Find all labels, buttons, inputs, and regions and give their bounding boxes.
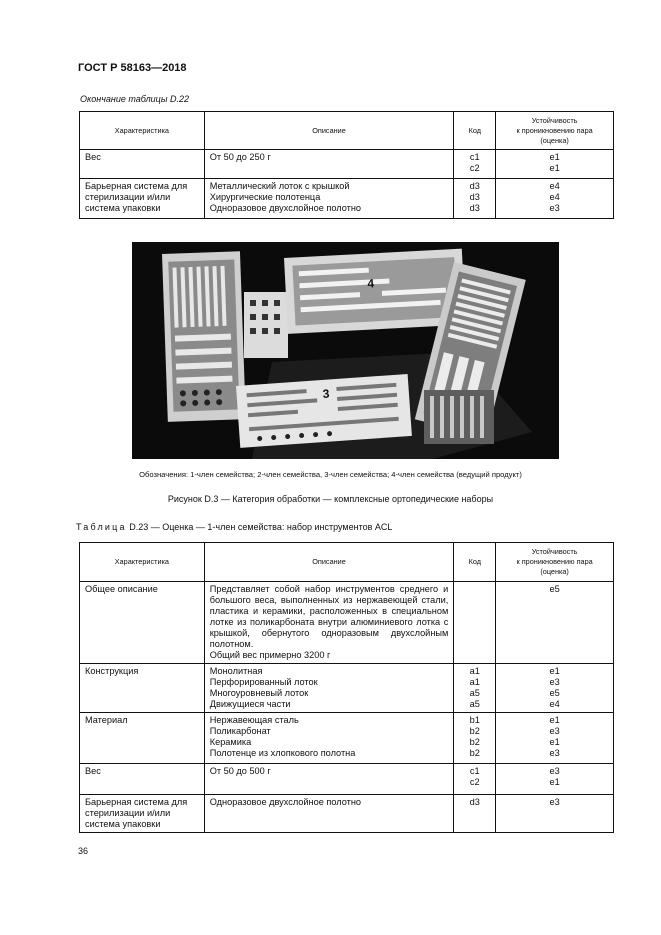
description-line: Поликарбонат: [209, 726, 271, 736]
code-value: d3: [469, 192, 480, 202]
code-value: c1: [469, 152, 480, 162]
figure-label-4: 4: [367, 276, 375, 291]
rating-value: e1: [549, 737, 560, 747]
characteristic-cell: Вес: [80, 150, 205, 179]
table-title-prefix: Таблица: [76, 522, 127, 532]
rating-value: e3: [549, 797, 560, 807]
description-cell: [204, 713, 454, 764]
rating-value: e4: [549, 699, 560, 709]
column-header: Характеристика: [80, 112, 205, 150]
rating-value: e1: [549, 715, 560, 725]
code-value: d3: [469, 203, 480, 213]
rating-value: e1: [549, 152, 560, 162]
description-line: Перфорированный лоток: [209, 677, 318, 687]
code-value: b1: [469, 715, 480, 725]
code-cell: [454, 179, 496, 219]
table-row: [80, 582, 614, 664]
code-cell: [454, 150, 496, 179]
table-header-row: [80, 543, 614, 582]
code-value: a1: [469, 677, 480, 687]
table-row: [80, 150, 614, 179]
description-line: Металлический лоток с крышкой: [209, 181, 350, 191]
characteristic-cell: Барьерная система для стерилизации и/или системa упаковки: [80, 179, 205, 219]
code-value: a5: [469, 699, 480, 709]
column-header-line: (оценка): [540, 135, 569, 145]
column-header: Код: [454, 112, 496, 150]
characteristic-cell: Барьерная система для стерилизации и/или система упаковки: [80, 795, 205, 833]
column-header: Описание: [204, 112, 454, 150]
rating-value: e1: [549, 163, 560, 173]
column-header-line: (оценка): [540, 567, 569, 576]
description-cell: [204, 664, 454, 713]
rating-value: e3: [549, 677, 560, 687]
column-header-line: Устойчивость: [531, 547, 578, 556]
description-line: Керамика: [209, 737, 252, 747]
document-header: ГОСТ Р 58163—2018: [78, 62, 187, 74]
rating-value: e1: [549, 666, 560, 676]
code-cell: [454, 713, 496, 764]
description-line: Монолитная: [209, 666, 263, 676]
table-row: [80, 179, 614, 219]
column-header: Описание: [204, 543, 454, 582]
rating-value: e4: [549, 181, 560, 191]
table-title-text: D.23 — Оценка — 1-член семейства: набор инструментов ACL: [129, 522, 393, 532]
rating-cell: [496, 764, 614, 795]
code-value: b2: [469, 737, 480, 747]
rating-cell: [496, 179, 614, 219]
description-line: Одноразовое двухслойное полотно: [209, 203, 362, 213]
code-cell: [454, 795, 496, 833]
rating-cell: [496, 713, 614, 764]
code-cell: [454, 664, 496, 713]
rating-cell: [496, 150, 614, 179]
code-value: c2: [469, 163, 480, 173]
orthopedic-sets-photo: [132, 242, 559, 459]
rating-value: e5: [549, 584, 560, 594]
column-header-line: к проникновению пара: [516, 125, 593, 135]
table-header-row: [80, 112, 614, 150]
rating-value: e3: [549, 748, 560, 758]
description-line: Многоуровневый лоток: [209, 688, 309, 698]
description-line: Общий вес примерно 3200 г: [209, 650, 331, 660]
figure-legend-note: Обозначения: 1-член семейства; 2-член семейства, 3-член семейства; 4-член семейства (ведущий продукт): [139, 470, 522, 479]
code-value: d3: [469, 181, 480, 191]
characteristic-cell: Конструкция: [80, 664, 205, 713]
rating-cell: [496, 582, 614, 664]
description-line: Движущиеся части: [209, 699, 291, 709]
characteristic-cell: Материал: [80, 713, 205, 764]
column-header: Характеристика: [80, 543, 205, 582]
code-cell: [454, 582, 496, 664]
description-line: Одноразовое двухслойное полотно: [209, 797, 362, 807]
column-header: [496, 543, 614, 582]
description-line: Хирургические полотенца: [209, 192, 321, 202]
table-row: [80, 795, 614, 833]
code-value: a1: [469, 666, 480, 676]
column-header-line: Устойчивость: [531, 115, 578, 125]
rating-value: e5: [549, 688, 560, 698]
rating-cell: [496, 664, 614, 713]
description-cell: [204, 764, 454, 795]
description-line: От 50 до 500 г: [209, 766, 271, 776]
code-value: a5: [469, 688, 480, 698]
code-value: c1: [469, 766, 480, 776]
rating-value: e3: [549, 766, 560, 776]
characteristic-cell: Вес: [80, 764, 205, 795]
table-continuation-caption: Окончание таблицы D.22: [80, 94, 189, 104]
table-row: [80, 713, 614, 764]
column-header: Код: [454, 543, 496, 582]
code-value: b2: [469, 726, 480, 736]
rating-value: e3: [549, 203, 560, 213]
figure-title: Рисунок D.3 — Категория обработки — комплексные ортопедические наборы: [167, 494, 494, 504]
page-number: 36: [78, 846, 89, 856]
code-cell: [454, 764, 496, 795]
code-value: b2: [469, 748, 480, 758]
figure-label-3: 3: [322, 386, 330, 401]
code-value: d3: [469, 797, 480, 807]
table-row: [80, 764, 614, 795]
description-cell: [204, 582, 454, 664]
rating-value: e1: [549, 777, 560, 787]
rating-value: e3: [549, 726, 560, 736]
rating-value: e4: [549, 192, 560, 202]
column-header: [496, 112, 614, 150]
characteristic-cell: Общее описание: [80, 582, 205, 664]
description-cell: [204, 150, 454, 179]
column-header-line: к проникновению пара: [516, 557, 593, 566]
table-d22: [79, 111, 614, 219]
description-line: От 50 до 250 г: [209, 152, 271, 162]
rating-cell: [496, 795, 614, 833]
description-paragraph: Представляет собой набор инструментов среднего и большого веса, выполненных из нержавеющей стали, пластика и керамики, расположенных в специальном лотке из поликарбоната внутри алюминиевого лотка с крышкой, обернутого одноразовым двухслойным полотном.: [209, 584, 449, 649]
table-row: [80, 664, 614, 713]
description-line: Нержавеющая сталь: [209, 715, 299, 725]
table-d23: [79, 542, 614, 833]
description-cell: [204, 795, 454, 833]
description-line: Полотенце из хлопкового полотна: [209, 748, 356, 758]
description-cell: [204, 179, 454, 219]
table-title: [76, 522, 392, 532]
code-value: c2: [469, 777, 480, 787]
